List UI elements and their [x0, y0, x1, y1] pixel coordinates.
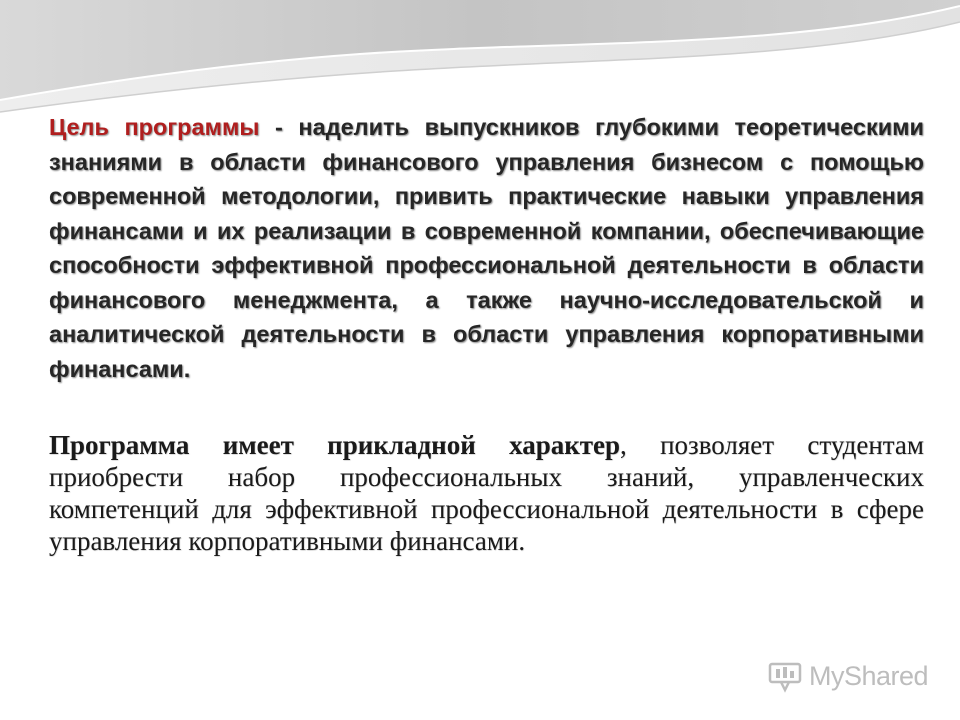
program-body-text: , позволяет студентам приобрести набор профессиональных знаний, управленческих компетенций для эффективной профессиональной деятельности в сфере управления корпоративными финансами. [49, 430, 924, 556]
watermark-text: MyShared [809, 660, 929, 691]
program-paragraph [49, 429, 924, 557]
myshared-watermark [767, 656, 928, 696]
program-lead-text: Программа имеет прикладной характер [49, 430, 621, 460]
goal-paragraph [49, 110, 924, 386]
myshared-logo-icon [767, 659, 803, 693]
goal-lead-text: Цель программы [49, 114, 260, 140]
goal-body-text: - наделить выпускников глубокими теоретическими знаниями в области финансового управления бизнесом с помощью современной методологии, привить практические навыки управления финансами и их реализации в современной компании, обеспечивающие способности эффективной профессиональной деятельности в области финансового менеджмента, а также научно-исследовательской и аналитической деятельности в области управления корпоративными финансами. [49, 114, 924, 382]
slide-content [49, 110, 924, 557]
